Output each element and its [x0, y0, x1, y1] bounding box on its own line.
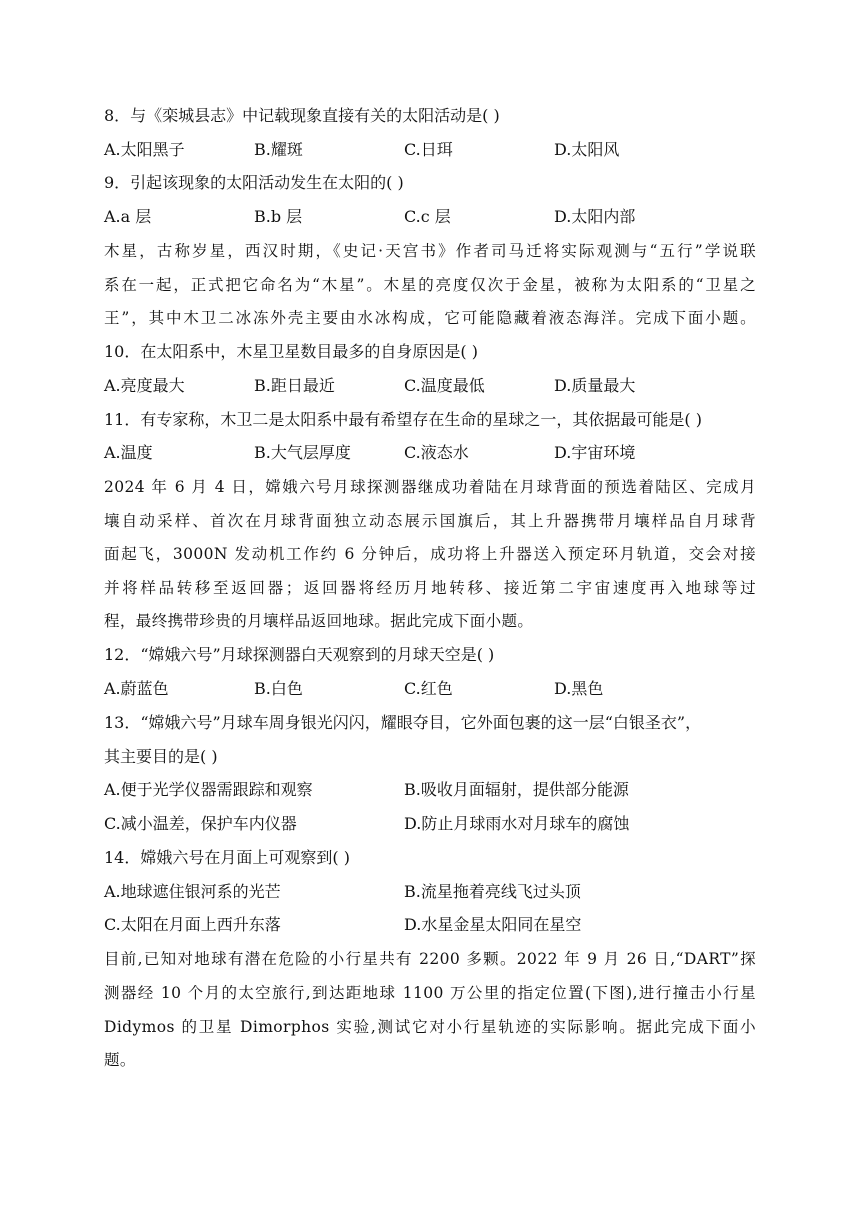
option-b: B.距日最近: [254, 376, 335, 395]
option-c: C.温度最低: [404, 376, 485, 395]
option-a: A.蔚蓝色: [104, 679, 169, 698]
option-a: A.亮度最大: [104, 376, 185, 395]
option-a: A.温度: [104, 443, 153, 462]
question-14-stem: 14．嫦娥六号在月面上可观察到( ): [104, 848, 350, 867]
option-d: D.太阳内部: [554, 207, 636, 226]
option-d: D.质量最大: [554, 376, 636, 395]
question-9-stem: 9．引起该现象的太阳活动发生在太阳的( ): [104, 173, 404, 192]
option-c: C.日珥: [404, 140, 453, 159]
option-a: A.a 层: [104, 207, 152, 226]
passage-jupiter-line: 木星，古称岁星，西汉时期，《史记·天宫书》作者司马迁将实际观测与“五行”学说联: [104, 242, 756, 260]
passage-dart-line: 目前,已知对地球有潜在危险的小行星共有 2200 多颗。2022 年 9 月 26 日,“DART”探: [104, 950, 756, 968]
option-d: D.防止月球雨水对月球车的腐蚀: [404, 814, 630, 833]
option-a: A.地球遮住银河系的光芒: [104, 882, 281, 901]
option-d: D.太阳风: [554, 140, 620, 159]
question-8-stem: 8．与《栾城县志》中记载现象直接有关的太阳活动是( ): [104, 106, 500, 125]
option-a: A.太阳黑子: [104, 140, 185, 159]
passage-dart-line: 题。: [104, 1051, 136, 1069]
passage-dart-line: 测器经 10 个月的太空旅行,到达距地球 1100 万公里的指定位置(下图),进行撞击小行星: [104, 984, 756, 1002]
option-c: C.太阳在月面上西升东落: [104, 915, 281, 934]
option-c: C.c 层: [404, 207, 451, 226]
option-b: B.b 层: [254, 207, 303, 226]
option-c: C.液态水: [404, 443, 469, 462]
option-b: B.耀斑: [254, 140, 303, 159]
option-c: C.减小温差，保护车内仪器: [104, 814, 297, 833]
passage-change6-line: 程，最终携带珍贵的月壤样品返回地球。据此完成下面小题。: [104, 612, 534, 630]
option-b: B.吸收月面辐射，提供部分能源: [404, 780, 629, 799]
option-a: A.便于光学仪器需跟踪和观察: [104, 780, 313, 799]
question-13-stem: 13．“嫦娥六号”月球车周身银光闪闪，耀眼夺目，它外面包裹的这一层“白银圣衣”，: [104, 713, 702, 732]
option-d: D.宇宙环境: [554, 443, 636, 462]
option-d: D.黑色: [554, 679, 604, 698]
passage-change6-line: 并将样品转移至返回器；返回器将经历月地转移、接近第二宇宙速度再入地球等过: [104, 579, 756, 597]
passage-change6-line: 面起飞，3000N 发动机工作约 6 分钟后，成功将上升器送入预定环月轨道，交会对接: [104, 545, 756, 563]
question-10-stem: 10．在太阳系中，木星卫星数目最多的自身原因是( ): [104, 342, 478, 361]
passage-dart-line: Didymos 的卫星 Dimorphos 实验,测试它对小行星轨迹的实际影响。据此完成下面小: [104, 1018, 756, 1036]
question-12-stem: 12．“嫦娥六号”月球探测器白天观察到的月球天空是( ): [104, 645, 495, 664]
passage-change6-line: 壤自动采样、首次在月球背面独立动态展示国旗后，其上升器携带月壤样品自月球背: [104, 512, 756, 530]
option-b: B.白色: [254, 679, 303, 698]
option-c: C.红色: [404, 679, 453, 698]
passage-change6-line: 2024 年 6 月 4 日，嫦娥六号月球探测器继成功着陆在月球背面的预选着陆区、完成月: [104, 478, 756, 496]
passage-jupiter-line: 系在一起，正式把它命名为“木星”。木星的亮度仅次于金星，被称为太阳系的“卫星之: [104, 276, 756, 294]
option-b: B.流星拖着亮线飞过头顶: [404, 882, 581, 901]
option-b: B.大气层厚度: [254, 443, 351, 462]
passage-jupiter-line: 王”，其中木卫二冰冻外壳主要由水冰构成，它可能隐藏着液态海洋。完成下面小题。: [104, 309, 756, 327]
question-13-stem-continued: 其主要目的是( ): [104, 747, 218, 766]
option-d: D.水星金星太阳同在星空: [404, 915, 582, 934]
question-11-stem: 11．有专家称，木卫二是太阳系中最有希望存在生命的星球之一，其依据最可能是( ): [104, 410, 702, 429]
